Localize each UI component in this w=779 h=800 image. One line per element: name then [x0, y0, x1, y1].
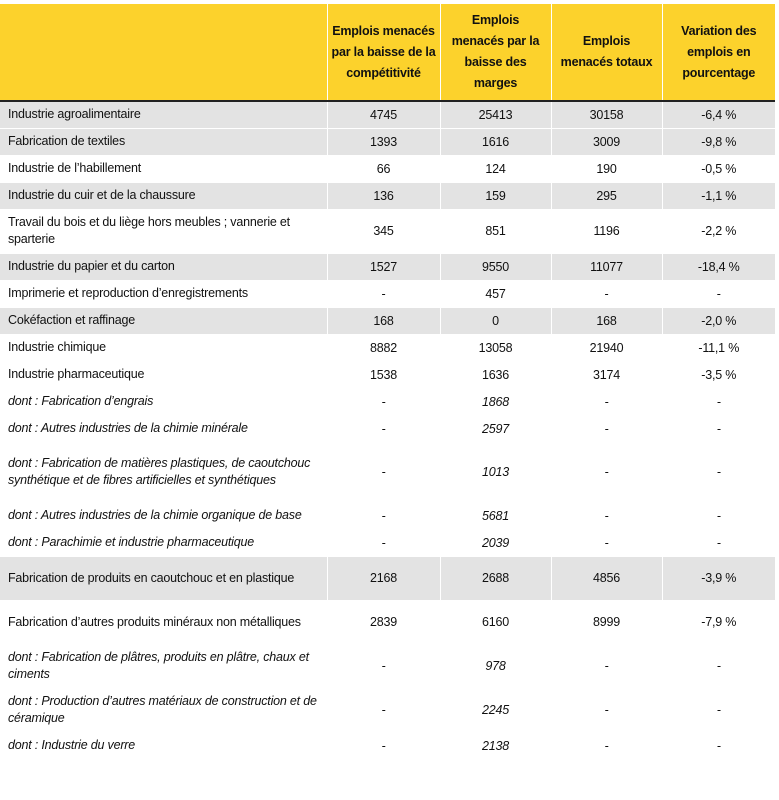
- cell-totaux: -: [551, 388, 662, 415]
- cell-marges: 1616: [440, 128, 551, 155]
- cell-variation: -: [662, 442, 775, 502]
- table-row-sub: [0, 688, 775, 732]
- row-label: Fabrication de produits en caoutchouc et en plastique: [0, 556, 327, 600]
- cell-marges: 0: [440, 307, 551, 334]
- cell-competitivite: 168: [327, 307, 440, 334]
- cell-marges: 457: [440, 280, 551, 307]
- cell-competitivite: -: [327, 442, 440, 502]
- cell-marges: 9550: [440, 253, 551, 280]
- cell-competitivite: -: [327, 529, 440, 556]
- row-label: Fabrication de textiles: [0, 128, 327, 155]
- cell-marges: 1013: [440, 442, 551, 502]
- header-competitivite: Emplois menacés par la baisse de la compétitivité: [327, 4, 440, 101]
- cell-variation: -2,2 %: [662, 209, 775, 253]
- cell-totaux: -: [551, 442, 662, 502]
- cell-marges: 1636: [440, 361, 551, 388]
- table-row: [0, 334, 775, 361]
- cell-variation: -: [662, 415, 775, 442]
- cell-marges: 851: [440, 209, 551, 253]
- cell-variation: -9,8 %: [662, 128, 775, 155]
- cell-competitivite: -: [327, 688, 440, 732]
- cell-totaux: -: [551, 502, 662, 529]
- employment-table: [0, 4, 775, 760]
- cell-competitivite: 4745: [327, 101, 440, 128]
- cell-competitivite: -: [327, 415, 440, 442]
- row-label: dont : Parachimie et industrie pharmaceutique: [8, 535, 255, 549]
- cell-totaux: 3174: [551, 361, 662, 388]
- cell-variation: -: [662, 388, 775, 415]
- cell-totaux: -: [551, 732, 662, 759]
- cell-variation: -: [662, 502, 775, 529]
- cell-marges: 2245: [440, 688, 551, 732]
- cell-totaux: -: [551, 280, 662, 307]
- table-row: [0, 280, 775, 307]
- cell-variation: -1,1 %: [662, 182, 775, 209]
- cell-marges: 2138: [440, 732, 551, 759]
- table-row: [0, 155, 775, 182]
- table-row: [0, 361, 775, 388]
- cell-totaux: -: [551, 688, 662, 732]
- cell-marges: 5681: [440, 502, 551, 529]
- row-label: dont : Industrie du verre: [8, 738, 136, 752]
- cell-marges: 124: [440, 155, 551, 182]
- row-label: dont : Fabrication de plâtres, produits en plâtre, chaux et ciments: [8, 650, 309, 681]
- cell-marges: 25413: [440, 101, 551, 128]
- cell-marges: 6160: [440, 600, 551, 644]
- cell-competitivite: 66: [327, 155, 440, 182]
- row-label: dont : Production d’autres matériaux de construction et de céramique: [8, 694, 317, 725]
- row-label: Industrie chimique: [8, 340, 106, 354]
- cell-variation: -7,9 %: [662, 600, 775, 644]
- row-label: Fabrication d’autres produits minéraux non métalliques: [8, 614, 301, 629]
- cell-competitivite: 8882: [327, 334, 440, 361]
- row-label: Industrie du cuir et de la chaussure: [0, 182, 327, 209]
- cell-totaux: 21940: [551, 334, 662, 361]
- table-row: [0, 209, 775, 253]
- row-label: dont : Fabrication d’engrais: [8, 394, 154, 408]
- cell-variation: -3,9 %: [662, 556, 775, 600]
- cell-marges: 2597: [440, 415, 551, 442]
- row-label: dont : Autres industries de la chimie minérale: [8, 421, 248, 435]
- row-label: dont : Fabrication de matières plastiques, de caoutchouc synthétique et de fibres artificielles et synthétiques: [8, 456, 311, 487]
- table-row-sub: [0, 529, 775, 556]
- header-blank: [0, 4, 327, 101]
- cell-totaux: 3009: [551, 128, 662, 155]
- cell-marges: 159: [440, 182, 551, 209]
- cell-competitivite: -: [327, 502, 440, 529]
- row-label: Imprimerie et reproduction d’enregistrements: [8, 286, 248, 300]
- cell-totaux: 30158: [551, 101, 662, 128]
- cell-variation: -3,5 %: [662, 361, 775, 388]
- cell-variation: -: [662, 644, 775, 688]
- row-label: Industrie du papier et du carton: [0, 253, 327, 280]
- cell-competitivite: 1393: [327, 128, 440, 155]
- table-row: [0, 600, 775, 644]
- cell-variation: -: [662, 529, 775, 556]
- header-variation: Variation des emplois en pourcentage: [662, 4, 775, 101]
- table-row-sub: [0, 644, 775, 688]
- cell-totaux: 8999: [551, 600, 662, 644]
- cell-marges: 13058: [440, 334, 551, 361]
- table-row: [0, 307, 775, 334]
- cell-marges: 2039: [440, 529, 551, 556]
- cell-variation: -: [662, 280, 775, 307]
- cell-totaux: -: [551, 529, 662, 556]
- cell-variation: -6,4 %: [662, 101, 775, 128]
- cell-totaux: 11077: [551, 253, 662, 280]
- cell-competitivite: -: [327, 644, 440, 688]
- row-label: Industrie pharmaceutique: [8, 367, 145, 381]
- table-row: [0, 182, 775, 209]
- cell-totaux: 4856: [551, 556, 662, 600]
- cell-competitivite: 136: [327, 182, 440, 209]
- cell-competitivite: -: [327, 280, 440, 307]
- table-row-sub: [0, 415, 775, 442]
- cell-variation: -: [662, 732, 775, 759]
- cell-marges: 2688: [440, 556, 551, 600]
- cell-competitivite: 2839: [327, 600, 440, 644]
- table-row: [0, 101, 775, 128]
- cell-marges: 978: [440, 644, 551, 688]
- cell-totaux: -: [551, 644, 662, 688]
- cell-variation: -: [662, 688, 775, 732]
- header-row: [0, 4, 775, 101]
- cell-totaux: 295: [551, 182, 662, 209]
- cell-competitivite: 2168: [327, 556, 440, 600]
- table-row-sub: [0, 388, 775, 415]
- table-row-sub: [0, 442, 775, 502]
- row-label: Travail du bois et du liège hors meubles ; vannerie et sparterie: [8, 215, 290, 246]
- cell-variation: -18,4 %: [662, 253, 775, 280]
- cell-competitivite: 1527: [327, 253, 440, 280]
- cell-variation: -2,0 %: [662, 307, 775, 334]
- cell-competitivite: -: [327, 732, 440, 759]
- row-label: Cokéfaction et raffinage: [0, 307, 327, 334]
- table-row-sub: [0, 502, 775, 529]
- table-row: [0, 556, 775, 600]
- row-label: Industrie de l’habillement: [8, 161, 142, 175]
- cell-competitivite: -: [327, 388, 440, 415]
- cell-variation: -11,1 %: [662, 334, 775, 361]
- header-marges: Emplois menacés par la baisse des marges: [440, 4, 551, 101]
- table-row: [0, 253, 775, 280]
- cell-marges: 1868: [440, 388, 551, 415]
- cell-totaux: 168: [551, 307, 662, 334]
- cell-totaux: -: [551, 415, 662, 442]
- cell-totaux: 1196: [551, 209, 662, 253]
- table-row: [0, 128, 775, 155]
- header-totaux: Emplois menacés totaux: [551, 4, 662, 101]
- table-row-sub: [0, 732, 775, 759]
- cell-competitivite: 1538: [327, 361, 440, 388]
- row-label: Industrie agroalimentaire: [0, 101, 327, 128]
- row-label: dont : Autres industries de la chimie organique de base: [8, 508, 302, 522]
- cell-totaux: 190: [551, 155, 662, 182]
- cell-variation: -0,5 %: [662, 155, 775, 182]
- cell-competitivite: 345: [327, 209, 440, 253]
